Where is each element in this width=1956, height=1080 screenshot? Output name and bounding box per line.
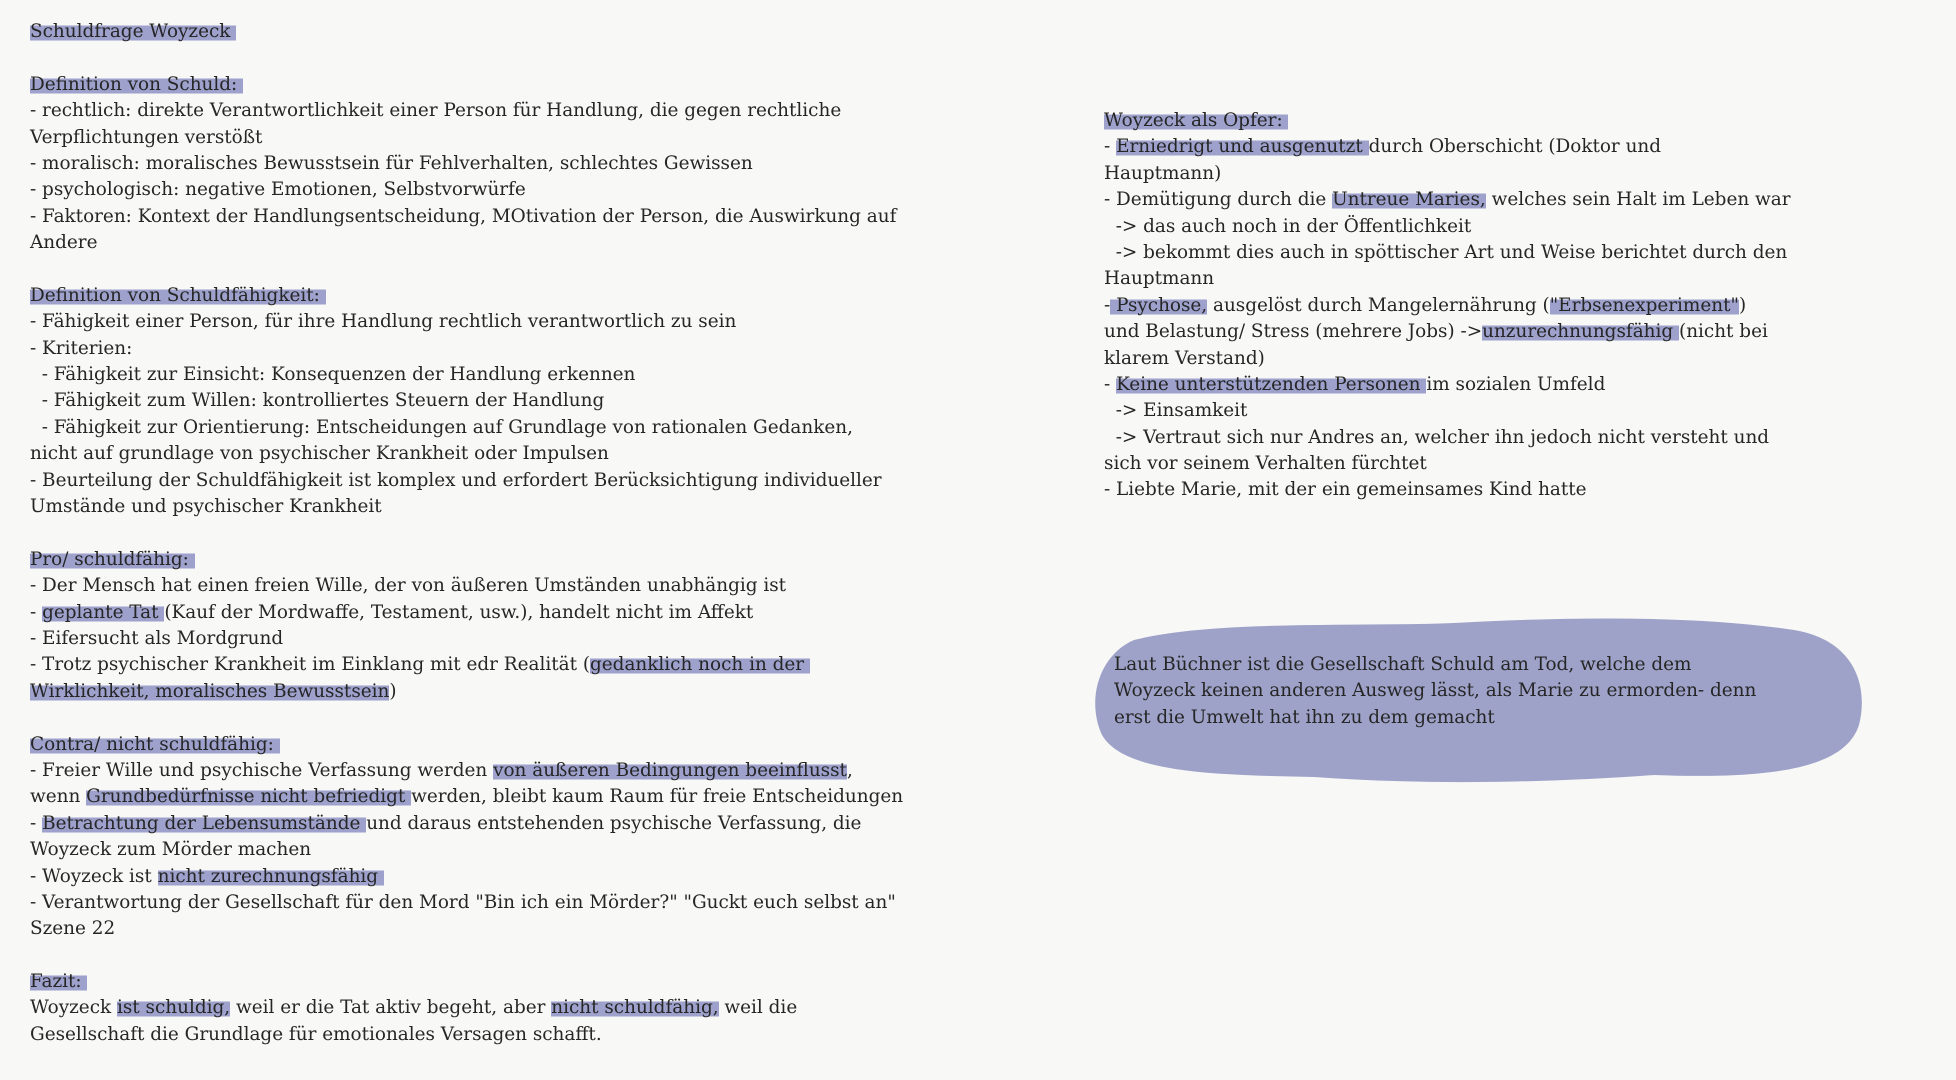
text-line [30, 679, 903, 705]
highlighted-text: ist schuldig, [116, 997, 231, 1019]
text-segment: weil die [718, 997, 798, 1019]
text-line [1104, 319, 1791, 345]
highlighted-text: von äußeren Bedingungen beeinflusst [493, 759, 847, 781]
text-segment: - Eifersucht als Mordgrund [30, 627, 284, 649]
text-segment: ) [389, 680, 397, 702]
text-line [30, 204, 903, 230]
text-line [30, 283, 903, 309]
text-line [30, 758, 903, 784]
highlighted-text: Pro/ schuldfähig: [30, 548, 195, 570]
highlighted-text: Untreue Maries, [1332, 189, 1486, 211]
highlighted-text: "Erbsenexperiment" [1549, 294, 1739, 316]
text-line [30, 837, 903, 863]
text-segment: -> Vertraut sich nur Andres an, welcher ihn jedoch nicht versteht und [1104, 426, 1770, 448]
text-segment: - Kriterien: [30, 337, 133, 359]
text-segment: - moralisch: moralisches Bewusstsein für Fehlverhalten, schlechtes Gewissen [30, 152, 753, 174]
text-segment: Gesellschaft die Grundlage für emotionales Versagen schafft. [30, 1023, 602, 1045]
text-segment: - [1104, 294, 1111, 316]
text-segment: Woyzeck [30, 997, 117, 1019]
text-segment: - psychologisch: negative Emotionen, Selbstvorwürfe [30, 179, 526, 201]
text-segment: - [30, 812, 43, 834]
text-line [30, 177, 903, 203]
highlighted-text: Woyzeck als Opfer: [1104, 110, 1289, 131]
text-line [30, 943, 903, 969]
text-line [30, 916, 903, 942]
text-segment: - rechtlich: direkte Verantwortlichkeit einer Person für Handlung, die gegen rechtliche [30, 100, 842, 122]
highlighted-text: Erniedrigt und ausgenutzt [1116, 136, 1369, 158]
highlighted-text: Psychose, [1110, 294, 1208, 316]
highlighted-text: Fazit: [30, 971, 88, 993]
text-line [30, 441, 903, 467]
text-line [30, 494, 903, 520]
text-line [1104, 346, 1791, 372]
highlighted-text: unzurechnungsfähig [1482, 321, 1680, 343]
text-segment: - Trotz psychischer Krankheit im Einklang mit edr Realität ( [30, 654, 591, 676]
text-line [30, 520, 903, 546]
text-segment: -> Einsamkeit [1104, 400, 1248, 422]
text-segment: weil er die Tat aktiv begeht, aber [230, 997, 552, 1019]
text-line [30, 547, 903, 573]
text-segment: Verpflichtungen verstößt [30, 126, 263, 148]
text-line [1104, 161, 1791, 187]
left-notes-column [30, 19, 903, 1048]
text-segment: Hauptmann [1104, 268, 1215, 290]
note-bubble-text [1114, 652, 1756, 731]
text-line [30, 732, 903, 758]
text-segment: werden, bleibt kaum Raum für freie Entscheidungen [411, 786, 904, 808]
text-line [1104, 266, 1791, 292]
text-segment: - Fähigkeit zum Willen: kontrolliertes Steuern der Handlung [30, 390, 605, 412]
text-segment: wenn [30, 786, 87, 808]
text-segment: - Freier Wille und psychische Verfassung werden [30, 759, 494, 781]
text-line [1104, 134, 1791, 160]
text-segment: Woyzeck zum Mörder machen [30, 839, 312, 861]
text-line [1104, 477, 1791, 503]
highlighted-text: Grundbedürfnisse nicht befriedigt [86, 786, 412, 808]
text-segment: - [1104, 373, 1117, 395]
text-line [30, 19, 903, 45]
text-segment: (Kauf der Mordwaffe, Testament, usw.), handelt nicht im Affekt [164, 601, 754, 623]
text-segment: nicht auf grundlage von psychischer Krankheit oder Impulsen [30, 443, 609, 465]
text-line [30, 72, 903, 98]
text-line [30, 151, 903, 177]
text-line [1104, 425, 1791, 451]
text-line [30, 45, 903, 71]
text-line [1104, 240, 1791, 266]
text-segment: - Faktoren: Kontext der Handlungsentscheidung, MOtivation der Person, die Auswirkung auf [30, 205, 897, 227]
text-line [1104, 108, 1791, 134]
text-segment: und daraus entstehenden psychische Verfassung, die [366, 812, 862, 834]
highlighted-text: Betrachtung der Lebensumstände [42, 812, 367, 834]
text-line [30, 573, 903, 599]
highlighted-text: Contra/ nicht schuldfähig: [30, 733, 280, 755]
text-segment: - Liebte Marie, mit der ein gemeinsames Kind hatte [1104, 479, 1587, 501]
text-segment: und Belastung/ Stress (mehrere Jobs) -> [1104, 321, 1483, 343]
text-segment: , [846, 759, 853, 781]
text-segment: - Der Mensch hat einen freien Wille, der von äußeren Umständen unabhängig ist [30, 575, 787, 597]
text-segment: - Demütigung durch die [1104, 189, 1333, 211]
text-segment: sich vor seinem Verhalten fürchtet [1104, 453, 1427, 475]
note-line: Laut Büchner ist die Gesellschaft Schuld am Tod, welche dem [1114, 654, 1692, 675]
text-line [1104, 451, 1791, 477]
text-segment: - [1104, 136, 1117, 158]
note-line: erst die Umwelt hat ihn zu dem gemacht [1114, 706, 1495, 728]
text-line [30, 600, 903, 626]
text-segment: Umstände und psychischer Krankheit [30, 496, 382, 518]
text-line [30, 362, 903, 388]
highlighted-text: Schuldfrage Woyzeck [30, 21, 237, 42]
text-segment: ausgelöst durch Mangelernährung ( [1207, 294, 1550, 316]
text-line [30, 309, 903, 335]
text-line [1104, 372, 1791, 398]
highlighted-text: Wirklichkeit, moralisches Bewusstsein [30, 680, 390, 702]
text-segment: Andere [30, 232, 98, 254]
note-line: Woyzeck keinen anderen Ausweg lässt, als Marie zu ermorden- denn [1114, 680, 1757, 702]
text-segment: - Fähigkeit einer Person, für ihre Handlung rechtlich verantwortlich zu sein [30, 311, 737, 333]
right-notes-column [1104, 108, 1791, 504]
text-line [30, 626, 903, 652]
highlighted-text: gedanklich noch in der [590, 654, 810, 676]
text-line [30, 125, 903, 151]
text-segment: - Verantwortung der Gesellschaft für den Mord "Bin ich ein Mörder?" "Guckt euch selbst an" [30, 891, 896, 913]
text-segment: im sozialen Umfeld [1426, 373, 1606, 395]
highlighted-text: Definition von Schuld: [30, 73, 244, 95]
highlighted-text: geplante Tat [42, 601, 165, 623]
text-line [30, 969, 903, 995]
text-segment: - Woyzeck ist [30, 865, 158, 887]
text-line [30, 388, 903, 414]
text-segment: durch Oberschicht (Doktor und [1368, 136, 1662, 158]
text-line [30, 336, 903, 362]
text-line [30, 1022, 903, 1048]
text-segment: - [30, 601, 43, 623]
text-line [30, 98, 903, 124]
text-line [30, 864, 903, 890]
text-segment: Szene 22 [30, 918, 116, 940]
text-segment: (nicht bei [1679, 321, 1768, 343]
text-segment: klarem Verstand) [1104, 347, 1265, 369]
text-segment: ) [1738, 294, 1747, 316]
text-line [30, 890, 903, 916]
text-line [30, 652, 903, 678]
text-line [30, 705, 903, 731]
highlighted-text: Keine unterstützenden Personen [1116, 373, 1427, 395]
text-segment: - Fähigkeit zur Orientierung: Entscheidungen auf Grundlage von rationalen Gedanken, [30, 416, 853, 438]
highlighted-text: nicht zurechnungsfähig [157, 865, 384, 887]
text-line [30, 784, 903, 810]
text-line [1104, 187, 1791, 213]
text-segment: welches sein Halt im Leben war [1485, 189, 1791, 211]
text-segment: -> das auch noch in der Öffentlichkeit [1104, 215, 1472, 237]
text-segment: -> bekommt dies auch in spöttischer Art und Weise berichtet durch den [1104, 241, 1788, 263]
highlighted-text: Definition von Schuldfähigkeit: [30, 284, 326, 306]
text-line [30, 415, 903, 441]
text-segment: - Fähigkeit zur Einsicht: Konsequenzen der Handlung erkennen [30, 364, 636, 386]
text-segment: Hauptmann) [1104, 162, 1222, 184]
text-line [30, 230, 903, 256]
text-line [30, 257, 903, 283]
text-line [30, 995, 903, 1021]
highlighted-text: nicht schuldfähig, [551, 997, 719, 1019]
text-segment: - Beurteilung der Schuldfähigkeit ist komplex und erfordert Berücksichtigung individueller [30, 469, 882, 491]
text-line [1104, 398, 1791, 424]
text-line [1104, 214, 1791, 240]
text-line [1104, 293, 1791, 319]
text-line [30, 468, 903, 494]
text-line [30, 811, 903, 837]
